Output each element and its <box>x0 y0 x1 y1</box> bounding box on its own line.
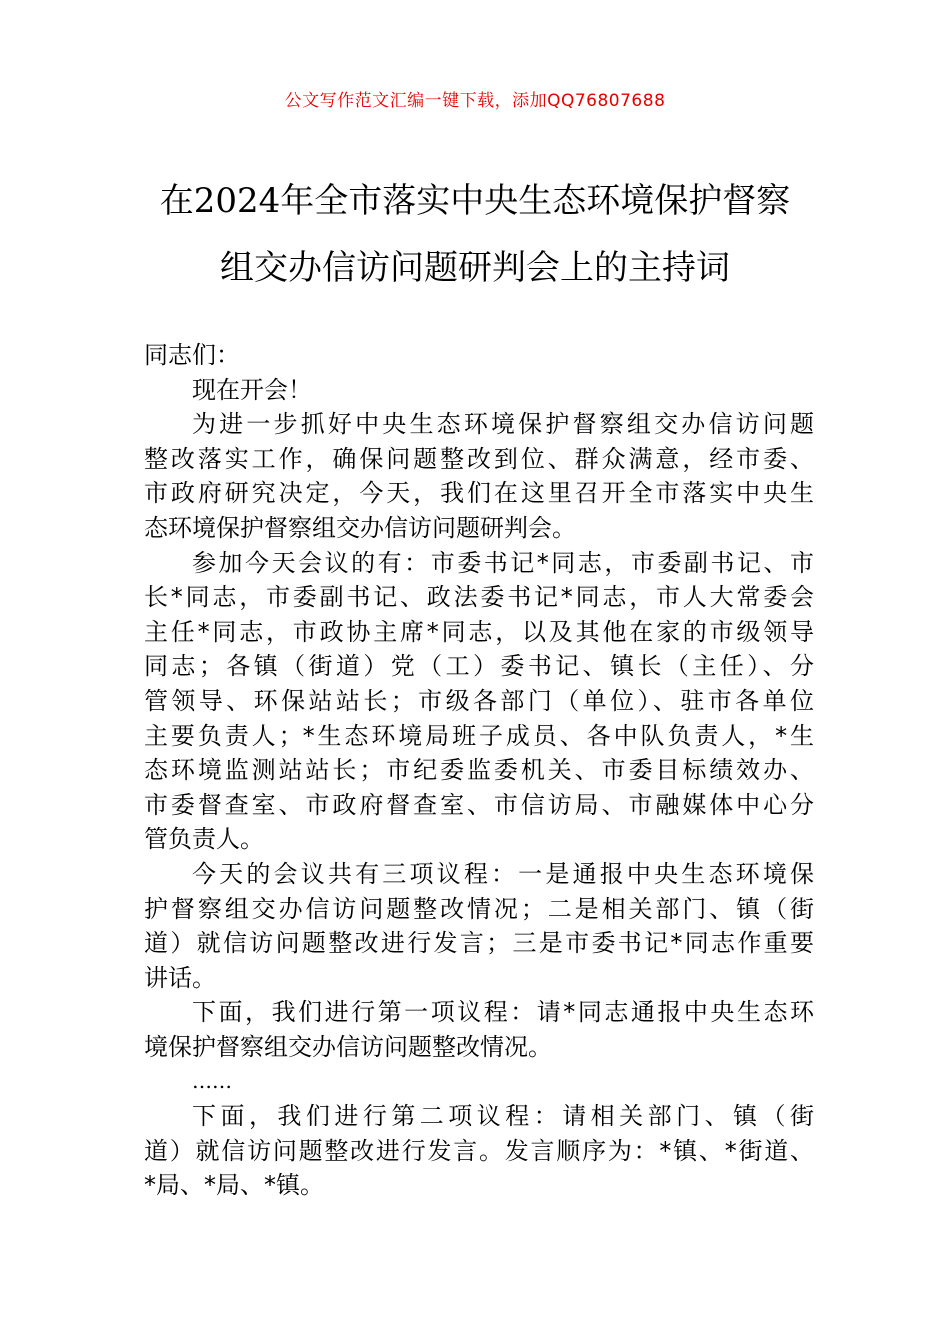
paragraph-agenda <box>144 857 814 995</box>
text-line: 下面，我们进行第二项议程：请相关部门、镇（街 <box>192 1102 814 1131</box>
text-line: 管领导、环保站站长；市级各部门（单位）、驻市各单位 <box>144 686 814 715</box>
text-line: 为进一步抓好中央生态环境保护督察组交办信访问题 <box>192 410 814 439</box>
download-banner: 公文写作范文汇编一键下载，添加QQ76807688 <box>284 91 666 111</box>
text-line: 参加今天会议的有：市委书记*同志，市委副书记、市 <box>192 548 814 577</box>
text-line: 主要负责人；*生态环境局班子成员、各中队负责人，*生 <box>144 721 814 750</box>
text-line: 现在开会！ <box>192 375 312 404</box>
text-line: 护督察组交办信访问题整改情况；二是相关部门、镇（街 <box>144 894 814 923</box>
document-title-line-1: 在2024年全市落实中央生态环境保护督察 <box>159 181 791 221</box>
paragraph-attendees <box>144 546 814 857</box>
text-line: 态环境监测站站长；市纪委监委机关、市委目标绩效办、 <box>144 756 814 785</box>
text-line: …… <box>192 1069 232 1094</box>
document-body <box>144 338 814 1203</box>
text-line: 管负责人。 <box>144 825 264 854</box>
text-line: 今天的会议共有三项议程：一是通报中央生态环境保 <box>192 859 814 888</box>
text-line: 态环境保护督察组交办信访问题研判会。 <box>144 513 576 542</box>
document-title-line-2: 组交办信访问题研判会上的主持词 <box>220 248 730 288</box>
text-line: 道）就信访问题整改进行发言；三是市委书记*同志作重要 <box>144 929 814 958</box>
text-line: 下面，我们进行第一项议程：请*同志通报中央生态环 <box>192 998 814 1027</box>
text-line: *局、*局、*镇。 <box>144 1171 324 1200</box>
text-line: 讲话。 <box>144 963 216 992</box>
paragraph-opening <box>144 373 814 408</box>
text-line: 境保护督察组交办信访问题整改情况。 <box>144 1032 552 1061</box>
paragraph-agenda-item-1 <box>144 995 814 1064</box>
paragraph-ellipsis <box>144 1064 814 1099</box>
text-line: 市委督查室、市政府督查室、市信访局、市融媒体中心分 <box>144 790 814 819</box>
text-line: 市政府研究决定，今天，我们在这里召开全市落实中央生 <box>144 479 814 508</box>
salutation: 同志们： <box>144 341 240 369</box>
text-line: 主任*同志，市政协主席*同志，以及其他在家的市级领导 <box>144 617 814 646</box>
text-line: 道）就信访问题整改进行发言。发言顺序为：*镇、*街道、 <box>144 1136 814 1165</box>
text-line: 同志；各镇（街道）党（工）委书记、镇长（主任）、分 <box>144 652 814 681</box>
text-line: 整改落实工作，确保问题整改到位、群众满意，经市委、 <box>144 444 814 473</box>
paragraph-purpose <box>144 407 814 545</box>
text-line: 长*同志，市委副书记、政法委书记*同志，市人大常委会 <box>144 583 814 612</box>
paragraph-agenda-item-2 <box>144 1099 814 1203</box>
